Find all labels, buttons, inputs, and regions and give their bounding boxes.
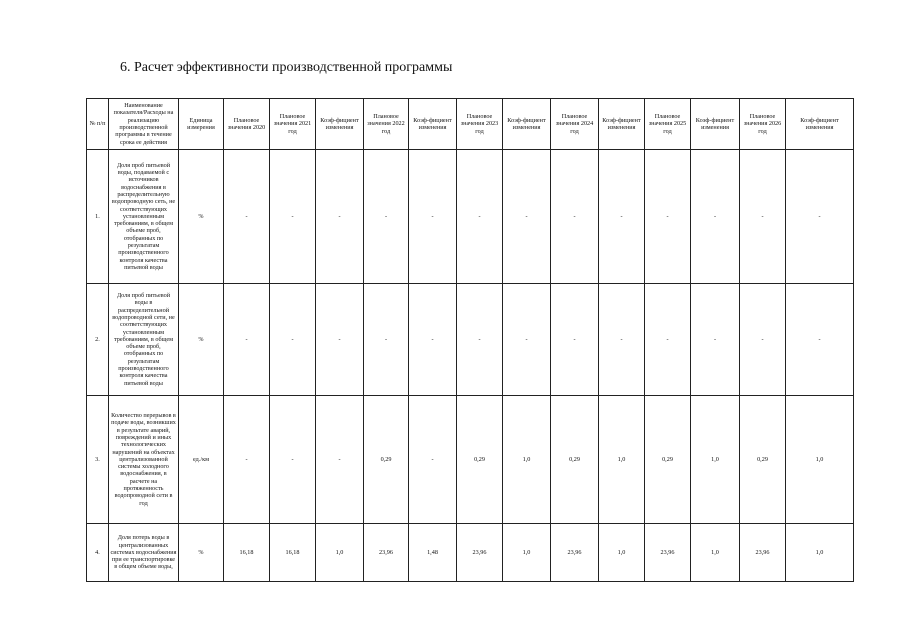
header-cell: Плановое значения 2022 год [364,99,409,150]
value-cell: - [409,396,457,524]
unit-cell: % [179,150,224,284]
value-cell: 1,0 [786,396,854,524]
header-cell: Плановое значения 2025 год [645,99,691,150]
value-cell: - [599,284,645,396]
table-row [87,524,854,582]
value-cell: - [224,284,270,396]
value-cell: - [599,150,645,284]
value-cell: - [786,284,854,396]
header-cell: Плановое значения 2024 год [551,99,599,150]
header-cell: Коэф-фициент изменения [409,99,457,150]
indicator-name: Доля проб питьевой воды, подаваемой с источников водоснабжения в распределительную водопроводную сеть, не соответствующих установленным требованиям, в общем объеме проб, отобранных по результатам производственного контроля качества питьевой воды [109,150,179,284]
value-cell: 23,96 [364,524,409,582]
header-cell: Плановое значения 2021 год [270,99,316,150]
unit-cell: % [179,284,224,396]
header-cell: Плановое значения 2026 год [740,99,786,150]
table-row [87,284,854,396]
value-cell: 0,29 [645,396,691,524]
indicator-name: Доля проб питьевой воды в распределительной водопроводной сети, не соответствующих установленным требованиям, в общем объеме проб, отобранных по результатам производственного контроля качества питьевой воды [109,284,179,396]
row-number: 4. [87,524,109,582]
row-number: 2. [87,284,109,396]
value-cell: 0,29 [457,396,503,524]
value-cell: - [691,150,740,284]
indicator-name: Доля потерь воды в централизованных системах водоснабжения при ее транспортировке в общем объеме воды, [109,524,179,582]
value-cell: - [316,396,364,524]
value-cell: - [551,150,599,284]
value-cell: 1,0 [786,524,854,582]
header-cell: Коэф-фициент изменения [503,99,551,150]
value-cell: - [691,284,740,396]
value-cell: - [364,150,409,284]
row-number: 3. [87,396,109,524]
efficiency-table [86,98,854,582]
value-cell: - [224,396,270,524]
value-cell: 1,0 [503,524,551,582]
value-cell: 16,18 [224,524,270,582]
value-cell: - [270,396,316,524]
value-cell: 1,0 [599,396,645,524]
value-cell: 23,96 [457,524,503,582]
page-title: 6. Расчет эффективности производственной программы [120,60,453,75]
value-cell: 1,0 [599,524,645,582]
value-cell: 23,96 [551,524,599,582]
table-row [87,396,854,524]
header-cell: Единица измерения [179,99,224,150]
header-cell: Коэф-фициент изменения [599,99,645,150]
value-cell: - [645,150,691,284]
value-cell: - [270,284,316,396]
header-cell: Коэф-фициент изменения [691,99,740,150]
header-cell: Наименование показателя/Расходы на реализацию производственной программы в течение срока ее действия [109,99,179,150]
value-cell: - [224,150,270,284]
header-cell: № п/п [87,99,109,150]
value-cell: 0,29 [364,396,409,524]
value-cell: 23,96 [740,524,786,582]
value-cell: - [316,284,364,396]
indicator-name: Количество перерывов в подаче воды, возникших в результате аварий, повреждений и иных технологических нарушений на объектах централизованной системы холодного водоснабжения, в расчете на протяженность водопроводной сети в год [109,396,179,524]
value-cell: 1,48 [409,524,457,582]
value-cell: 0,29 [740,396,786,524]
value-cell: 16,18 [270,524,316,582]
value-cell: - [270,150,316,284]
table-row [87,150,854,284]
value-cell: - [457,150,503,284]
value-cell: 23,96 [645,524,691,582]
value-cell: - [316,150,364,284]
value-cell: - [551,284,599,396]
value-cell: - [740,150,786,284]
value-cell: 1,0 [691,524,740,582]
value-cell: - [740,284,786,396]
header-cell: Плановое значения 2023 год [457,99,503,150]
unit-cell: % [179,524,224,582]
value-cell: 0,29 [551,396,599,524]
row-number: 1. [87,150,109,284]
value-cell: - [503,150,551,284]
header-cell: Коэф-фициент изменения [786,99,854,150]
value-cell: - [409,284,457,396]
value-cell: - [457,284,503,396]
value-cell: - [409,150,457,284]
unit-cell: ед./км [179,396,224,524]
value-cell: 1,0 [503,396,551,524]
value-cell: - [364,284,409,396]
value-cell: 1,0 [316,524,364,582]
header-row [87,99,854,150]
value-cell: 1,0 [691,396,740,524]
value-cell: - [503,284,551,396]
header-cell: Коэф-фициент изменения [316,99,364,150]
value-cell: - [645,284,691,396]
value-cell: - [786,150,854,284]
header-cell: Плановое значения 2020 [224,99,270,150]
